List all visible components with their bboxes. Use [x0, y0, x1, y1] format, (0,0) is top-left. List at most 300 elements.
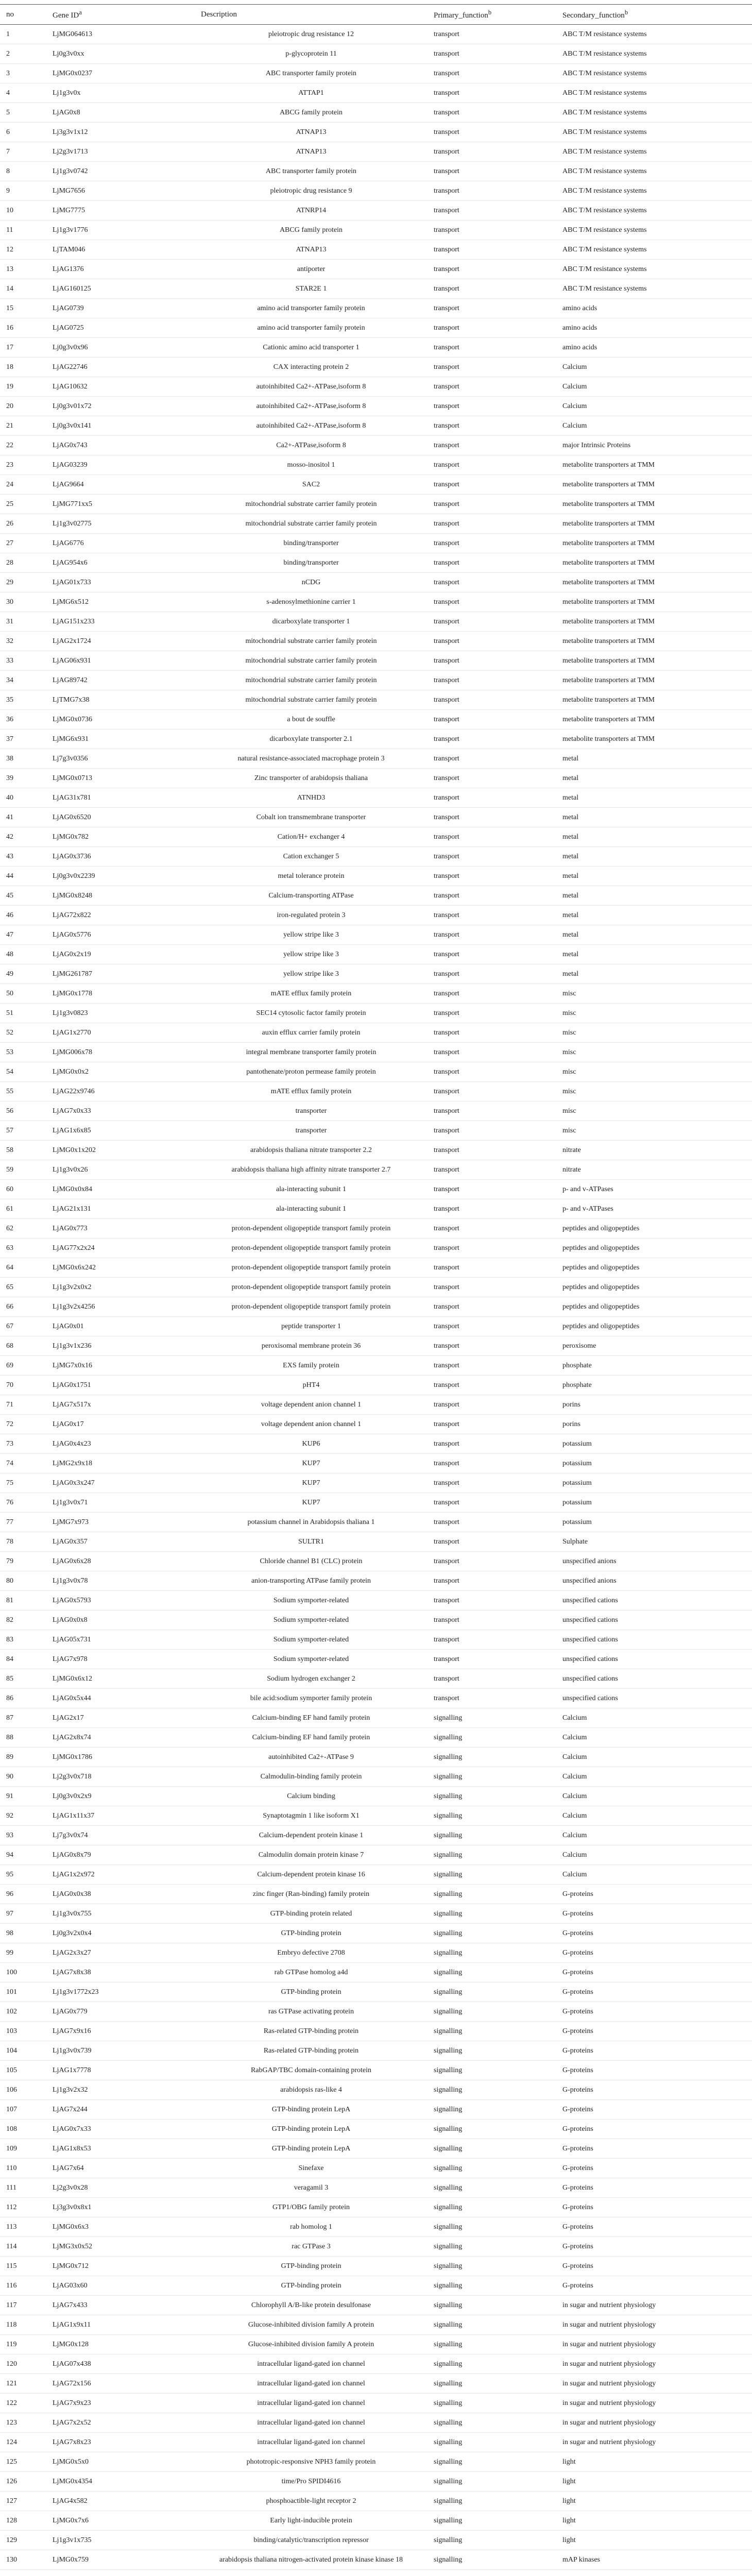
cell-secondary-function: metal — [556, 867, 752, 886]
cell-gene-id: LjAG1x11x37 — [46, 1806, 195, 1826]
cell-description: pantothenate/proton permease family protein — [195, 1062, 428, 1082]
table-row — [0, 455, 752, 475]
table-row — [0, 1356, 752, 1376]
table-row — [0, 221, 752, 240]
cell-gene-id: Lj2g3v0x718 — [46, 1767, 195, 1787]
cell-gene-id: Lj2g3v1713 — [46, 142, 195, 162]
cell-secondary-function: metabolite transporters at TMM — [556, 553, 752, 573]
cell-gene-id: LjAG2x17 — [46, 1708, 195, 1728]
table-row — [0, 1943, 752, 1963]
cell-primary-function: signalling — [428, 1885, 556, 1904]
cell-no: 8 — [0, 162, 46, 181]
cell-no: 59 — [0, 1160, 46, 1180]
cell-no: 51 — [0, 1004, 46, 1023]
cell-secondary-function: misc — [556, 1004, 752, 1023]
cell-gene-id: LjAG0x6520 — [46, 808, 195, 827]
cell-description: Sodium hydrogen exchanger 2 — [195, 1669, 428, 1689]
cell-description: SAC2 — [195, 475, 428, 495]
cell-no: 104 — [0, 2041, 46, 2061]
table-row — [0, 162, 752, 181]
cell-primary-function: transport — [428, 358, 556, 377]
cell-primary-function: transport — [428, 436, 556, 455]
cell-secondary-function: metabolite transporters at TMM — [556, 455, 752, 475]
cell-primary-function: transport — [428, 260, 556, 279]
cell-primary-function: transport — [428, 1297, 556, 1317]
table-row — [0, 2061, 752, 2080]
cell-secondary-function: G-proteins — [556, 2120, 752, 2139]
cell-description: intracellular ligand-gated ion channel — [195, 2433, 428, 2452]
cell-primary-function: transport — [428, 671, 556, 690]
cell-no: 2 — [0, 44, 46, 64]
cell-gene-id: LjMG7x0x16 — [46, 1356, 195, 1376]
cell-no: 85 — [0, 1669, 46, 1689]
cell-gene-id: LjAG22x9746 — [46, 1082, 195, 1101]
cell-gene-id: Lj0g3v2x0x4 — [46, 1924, 195, 1943]
cell-no: 23 — [0, 455, 46, 475]
cell-gene-id: LjAG9664 — [46, 475, 195, 495]
cell-description: anion-transporting ATPase family protein — [195, 1571, 428, 1591]
cell-no: 24 — [0, 475, 46, 495]
cell-primary-function: signalling — [428, 2237, 556, 2257]
cell-description: Zinc transporter of arabidopsis thaliana — [195, 769, 428, 788]
cell-secondary-function: misc — [556, 1023, 752, 1043]
table-row — [0, 1611, 752, 1630]
cell-no: 56 — [0, 1101, 46, 1121]
table-row — [0, 1101, 752, 1121]
cell-no: 34 — [0, 671, 46, 690]
cell-no: 22 — [0, 436, 46, 455]
cell-description: voltage dependent anion channel 1 — [195, 1415, 428, 1434]
cell-gene-id: Lj3g3v0x8x1 — [46, 2198, 195, 2217]
cell-primary-function: signalling — [428, 2394, 556, 2413]
cell-description: ATNRP14 — [195, 201, 428, 221]
cell-gene-id: Lj1g3v1772x23 — [46, 1982, 195, 2002]
cell-primary-function: transport — [428, 1434, 556, 1454]
cell-no: 15 — [0, 299, 46, 318]
cell-description: Sodium symporter-related — [195, 1591, 428, 1611]
table-row — [0, 2354, 752, 2374]
table-row — [0, 1297, 752, 1317]
cell-primary-function: transport — [428, 1141, 556, 1160]
cell-secondary-function: misc — [556, 984, 752, 1004]
table-row — [0, 2257, 752, 2276]
cell-primary-function: transport — [428, 514, 556, 534]
cell-description: ATTAP1 — [195, 83, 428, 103]
cell-no: 25 — [0, 495, 46, 514]
cell-no: 117 — [0, 2296, 46, 2315]
cell-no: 97 — [0, 1904, 46, 1924]
table-row — [0, 2335, 752, 2354]
cell-description: SEC14 cytosolic factor family protein — [195, 1004, 428, 1023]
cell-secondary-function: metal — [556, 827, 752, 847]
cell-primary-function: transport — [428, 573, 556, 592]
cell-description: Calcium-dependent protein kinase 16 — [195, 1865, 428, 1885]
cell-description: transporter — [195, 1121, 428, 1141]
cell-gene-id: LjAG7x517x — [46, 1395, 195, 1415]
cell-secondary-function: unspecified anions — [556, 1552, 752, 1571]
cell-primary-function: transport — [428, 240, 556, 260]
cell-no: 33 — [0, 651, 46, 671]
cell-description: peroxisomal membrane protein 36 — [195, 1336, 428, 1356]
cell-no: 83 — [0, 1630, 46, 1650]
cell-secondary-function: G-proteins — [556, 2276, 752, 2296]
cell-secondary-function: Calcium — [556, 377, 752, 397]
cell-no: 122 — [0, 2394, 46, 2413]
cell-gene-id: LjMG006x78 — [46, 1043, 195, 1062]
cell-primary-function: transport — [428, 44, 556, 64]
cell-no: 92 — [0, 1806, 46, 1826]
cell-gene-id: LjAG0x5776 — [46, 925, 195, 945]
cell-no: 4 — [0, 83, 46, 103]
table-row — [0, 1552, 752, 1571]
cell-secondary-function: metal — [556, 945, 752, 964]
cell-primary-function: signalling — [428, 2217, 556, 2237]
cell-description: a bout de souffle — [195, 710, 428, 730]
cell-description: binding/catalytic/transcription repressor — [195, 2531, 428, 2550]
cell-secondary-function: Sulphate — [556, 1532, 752, 1552]
cell-no: 77 — [0, 1513, 46, 1532]
cell-secondary-function: ABC T/M resistance systems — [556, 221, 752, 240]
cell-gene-id: LjAG7x9x23 — [46, 2394, 195, 2413]
cell-secondary-function: light — [556, 2511, 752, 2531]
cell-no: 65 — [0, 1278, 46, 1297]
cell-secondary-function: in sugar and nutrient physiology — [556, 2296, 752, 2315]
cell-secondary-function: metabolite transporters at TMM — [556, 730, 752, 749]
cell-no: 89 — [0, 1748, 46, 1767]
cell-secondary-function: potassium — [556, 1434, 752, 1454]
table-row — [0, 2120, 752, 2139]
cell-secondary-function: metabolite transporters at TMM — [556, 632, 752, 651]
cell-description: voltage dependent anion channel 1 — [195, 1395, 428, 1415]
cell-no: 124 — [0, 2433, 46, 2452]
table-row — [0, 827, 752, 847]
cell-secondary-function: G-proteins — [556, 2041, 752, 2061]
cell-no: 84 — [0, 1650, 46, 1669]
cell-description: GTP-binding protein LepA — [195, 2139, 428, 2159]
cell-description: autoinhibited Ca2+-ATPase 9 — [195, 1748, 428, 1767]
cell-no: 64 — [0, 1258, 46, 1278]
cell-description: SULTR1 — [195, 1532, 428, 1552]
table-row — [0, 2570, 752, 2576]
cell-description: autoinhibited Ca2+-ATPase,isoform 8 — [195, 416, 428, 436]
table-row — [0, 1239, 752, 1258]
cell-gene-id: LjAG4x582 — [46, 2492, 195, 2511]
cell-primary-function: signalling — [428, 2198, 556, 2217]
cell-gene-id: LjAG72x156 — [46, 2374, 195, 2394]
table-row — [0, 338, 752, 358]
cell-description: KUP6 — [195, 1434, 428, 1454]
cell-primary-function: transport — [428, 318, 556, 338]
cell-no: 100 — [0, 1963, 46, 1982]
cell-no: 53 — [0, 1043, 46, 1062]
cell-primary-function: transport — [428, 1082, 556, 1101]
cell-primary-function: transport — [428, 1473, 556, 1493]
cell-primary-function: transport — [428, 455, 556, 475]
cell-gene-id: LjAG7x64 — [46, 2159, 195, 2178]
cell-gene-id: LjAG22746 — [46, 358, 195, 377]
cell-no: 73 — [0, 1434, 46, 1454]
cell-secondary-function: ABC T/M resistance systems — [556, 260, 752, 279]
cell-description: dicarboxylate transporter 2.1 — [195, 730, 428, 749]
cell-no: 130 — [0, 2550, 46, 2570]
cell-primary-function: transport — [428, 123, 556, 142]
table-row — [0, 1004, 752, 1023]
cell-secondary-function: metabolite transporters at TMM — [556, 514, 752, 534]
cell-description: peptide transporter 1 — [195, 1317, 428, 1336]
cell-gene-id: LjMG0x712 — [46, 2257, 195, 2276]
cell-gene-id: LjMG0x0736 — [46, 710, 195, 730]
cell-description: mATE efflux family protein — [195, 984, 428, 1004]
table-row — [0, 201, 752, 221]
cell-no: 103 — [0, 2022, 46, 2041]
cell-no: 31 — [0, 612, 46, 632]
cell-primary-function: signalling — [428, 1904, 556, 1924]
cell-primary-function: transport — [428, 1532, 556, 1552]
cell-secondary-function: Calcium — [556, 416, 752, 436]
cell-no: 46 — [0, 906, 46, 925]
cell-description: mitochondrial substrate carrier family protein — [195, 671, 428, 690]
table-row — [0, 847, 752, 867]
cell-secondary-function — [556, 2570, 752, 2576]
cell-no: 45 — [0, 886, 46, 906]
cell-secondary-function: G-proteins — [556, 1943, 752, 1963]
cell-no — [0, 2570, 46, 2576]
cell-no: 60 — [0, 1180, 46, 1199]
cell-gene-id: LjTMG7x38 — [46, 690, 195, 710]
table-row — [0, 2217, 752, 2237]
cell-primary-function: signalling — [428, 2002, 556, 2022]
cell-secondary-function: Calcium — [556, 1767, 752, 1787]
cell-secondary-function: in sugar and nutrient physiology — [556, 2354, 752, 2374]
cell-primary-function: transport — [428, 632, 556, 651]
cell-gene-id: LjAG0x7x33 — [46, 2120, 195, 2139]
cell-no: 113 — [0, 2217, 46, 2237]
table-row — [0, 1591, 752, 1611]
cell-primary-function: transport — [428, 1415, 556, 1434]
cell-no: 32 — [0, 632, 46, 651]
cell-primary-function: transport — [428, 651, 556, 671]
cell-secondary-function: potassium — [556, 1513, 752, 1532]
cell-primary-function: signalling — [428, 1728, 556, 1748]
cell-primary-function: transport — [428, 221, 556, 240]
cell-gene-id: LjMG7656 — [46, 181, 195, 201]
cell-secondary-function: Calcium — [556, 1708, 752, 1728]
cell-description: Ca2+-ATPase,isoform 8 — [195, 436, 428, 455]
cell-gene-id: LjAG2x1724 — [46, 632, 195, 651]
cell-no: 75 — [0, 1473, 46, 1493]
cell-no: 78 — [0, 1532, 46, 1552]
cell-secondary-function: peptides and oligopeptides — [556, 1297, 752, 1317]
table-row — [0, 612, 752, 632]
cell-gene-id: LjMG6x931 — [46, 730, 195, 749]
cell-secondary-function: Calcium — [556, 1728, 752, 1748]
table-row — [0, 671, 752, 690]
cell-description: GTP-binding protein related — [195, 1904, 428, 1924]
table-row — [0, 1924, 752, 1943]
cell-secondary-function: in sugar and nutrient physiology — [556, 2315, 752, 2335]
cell-primary-function: signalling — [428, 1708, 556, 1728]
cell-primary-function: transport — [428, 1356, 556, 1376]
cell-no: 102 — [0, 2002, 46, 2022]
cell-gene-id: LjTAM046 — [46, 240, 195, 260]
cell-secondary-function: amino acids — [556, 299, 752, 318]
cell-description: ATNAP13 — [195, 142, 428, 162]
cell-description: proton-dependent oligopeptide transport family protein — [195, 1219, 428, 1239]
cell-gene-id: LjMG0x759 — [46, 2550, 195, 2570]
cell-gene-id: LjAG1x9x11 — [46, 2315, 195, 2335]
cell-description: arabidopsis ras-like 4 — [195, 2080, 428, 2100]
cell-no: 16 — [0, 318, 46, 338]
cell-primary-function: transport — [428, 1317, 556, 1336]
cell-no: 107 — [0, 2100, 46, 2120]
cell-primary-function: transport — [428, 1630, 556, 1650]
cell-no: 121 — [0, 2374, 46, 2394]
cell-primary-function: transport — [428, 984, 556, 1004]
cell-secondary-function: in sugar and nutrient physiology — [556, 2433, 752, 2452]
cell-no: 96 — [0, 1885, 46, 1904]
cell-secondary-function: Calcium — [556, 1826, 752, 1845]
table-row — [0, 1160, 752, 1180]
cell-gene-id: LjAG0x3736 — [46, 847, 195, 867]
cell-secondary-function: ABC T/M resistance systems — [556, 123, 752, 142]
cell-no: 128 — [0, 2511, 46, 2531]
cell-description: Chloride channel B1 (CLC) protein — [195, 1552, 428, 1571]
cell-description: STAR2E 1 — [195, 279, 428, 299]
cell-description: autoinhibited Ca2+-ATPase,isoform 8 — [195, 377, 428, 397]
cell-primary-function: transport — [428, 592, 556, 612]
cell-primary-function: transport — [428, 925, 556, 945]
table-row — [0, 142, 752, 162]
cell-secondary-function: light — [556, 2492, 752, 2511]
cell-primary-function: transport — [428, 1395, 556, 1415]
table-row — [0, 1336, 752, 1356]
header-secondary-function: Secondary_function$^b$ — [556, 5, 752, 25]
cell-description: ATNHD3 — [195, 788, 428, 808]
table-row — [0, 1376, 752, 1395]
cell-secondary-function: metabolite transporters at TMM — [556, 651, 752, 671]
table-row — [0, 730, 752, 749]
cell-secondary-function: metabolite transporters at TMM — [556, 690, 752, 710]
cell-secondary-function: metabolite transporters at TMM — [556, 612, 752, 632]
cell-primary-function: transport — [428, 1611, 556, 1630]
cell-description: Calmodulin-binding family protein — [195, 1767, 428, 1787]
cell-no: 119 — [0, 2335, 46, 2354]
cell-description: Calcium-dependent protein kinase 1 — [195, 1826, 428, 1845]
cell-secondary-function: Calcium — [556, 1865, 752, 1885]
cell-description: proton-dependent oligopeptide transport family protein — [195, 1258, 428, 1278]
cell-description: rab homolog 1 — [195, 2217, 428, 2237]
cell-gene-id: LjAG0x17 — [46, 1415, 195, 1434]
cell-primary-function: transport — [428, 1278, 556, 1297]
cell-primary-function: signalling — [428, 1826, 556, 1845]
cell-secondary-function: unspecified cations — [556, 1669, 752, 1689]
cell-secondary-function: porins — [556, 1415, 752, 1434]
cell-description: rac GTPase 3 — [195, 2237, 428, 2257]
cell-primary-function: transport — [428, 299, 556, 318]
cell-no: 86 — [0, 1689, 46, 1708]
cell-secondary-function: phosphate — [556, 1356, 752, 1376]
cell-gene-id: LjAG05x731 — [46, 1630, 195, 1650]
cell-description: ATNAP13 — [195, 240, 428, 260]
cell-description: mosso-inositol 1 — [195, 455, 428, 475]
table-row — [0, 632, 752, 651]
cell-secondary-function: metabolite transporters at TMM — [556, 671, 752, 690]
table-row — [0, 1317, 752, 1336]
cell-primary-function: transport — [428, 769, 556, 788]
cell-description: amino acid transporter family protein — [195, 299, 428, 318]
cell-primary-function: transport — [428, 103, 556, 123]
cell-description: mitochondrial substrate carrier family protein — [195, 632, 428, 651]
cell-primary-function: signalling — [428, 2061, 556, 2080]
cell-description: mitochondrial substrate carrier family protein — [195, 651, 428, 671]
cell-no: 88 — [0, 1728, 46, 1748]
cell-no: 129 — [0, 2531, 46, 2550]
cell-secondary-function: peroxisome — [556, 1336, 752, 1356]
cell-primary-function: transport — [428, 416, 556, 436]
cell-gene-id: Lj0g3v0x96 — [46, 338, 195, 358]
cell-no: 50 — [0, 984, 46, 1004]
table-row — [0, 260, 752, 279]
cell-secondary-function: Calcium — [556, 1787, 752, 1806]
cell-no: 7 — [0, 142, 46, 162]
cell-description: arabidopsis thaliana high affinity nitrate transporter 2.7 — [195, 1160, 428, 1180]
cell-secondary-function: Calcium — [556, 1748, 752, 1767]
table-row — [0, 103, 752, 123]
table-row — [0, 1826, 752, 1845]
cell-primary-function: transport — [428, 1219, 556, 1239]
cell-no: 80 — [0, 1571, 46, 1591]
table-row — [0, 1728, 752, 1748]
cell-description: Glucose-inhibited division family A protein — [195, 2335, 428, 2354]
cell-no: 63 — [0, 1239, 46, 1258]
cell-primary-function: transport — [428, 64, 556, 83]
cell-description: Sinefaxe — [195, 2159, 428, 2178]
cell-description: pleiotropic drug resistance 12 — [195, 25, 428, 44]
cell-description: GTP-binding protein — [195, 1924, 428, 1943]
cell-description: Calcium-binding EF hand family protein — [195, 1708, 428, 1728]
table-row — [0, 1219, 752, 1239]
cell-primary-function: signalling — [428, 1806, 556, 1826]
cell-secondary-function: G-proteins — [556, 1982, 752, 2002]
cell-primary-function: signalling — [428, 2335, 556, 2354]
cell-gene-id: LjMG771xx5 — [46, 495, 195, 514]
table-row — [0, 1415, 752, 1434]
cell-description: Calcium-transporting ATPase — [195, 886, 428, 906]
cell-gene-id: Lj1g3v0x755 — [46, 1904, 195, 1924]
cell-primary-function: signalling — [428, 2492, 556, 2511]
cell-no: 118 — [0, 2315, 46, 2335]
cell-description: Ras-related GTP-binding protein — [195, 2022, 428, 2041]
cell-no: 70 — [0, 1376, 46, 1395]
cell-secondary-function: Calcium — [556, 358, 752, 377]
cell-gene-id: Lj1g3v2x4256 — [46, 1297, 195, 1317]
cell-description: Glucose-inhibited division family A protein — [195, 2315, 428, 2335]
cell-no: 40 — [0, 788, 46, 808]
table-row — [0, 1767, 752, 1787]
cell-secondary-function: nitrate — [556, 1160, 752, 1180]
cell-secondary-function: misc — [556, 1121, 752, 1141]
cell-gene-id: LjAG03239 — [46, 455, 195, 475]
cell-gene-id: Lj0g3v0x2239 — [46, 867, 195, 886]
cell-description: mATE efflux family protein — [195, 1082, 428, 1101]
cell-no: 94 — [0, 1845, 46, 1865]
cell-gene-id: LjAG0x5793 — [46, 1591, 195, 1611]
cell-gene-id: LjAG1376 — [46, 260, 195, 279]
table-row — [0, 123, 752, 142]
table-row — [0, 64, 752, 83]
table-row — [0, 1532, 752, 1552]
cell-gene-id: LjAG7x8x23 — [46, 2433, 195, 2452]
